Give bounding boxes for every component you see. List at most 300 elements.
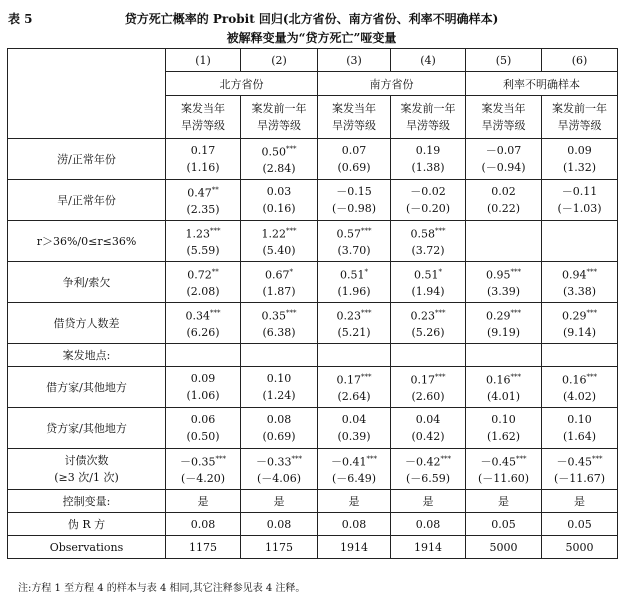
significance-stars: *** — [286, 226, 297, 235]
empty-cell — [318, 344, 391, 367]
coefficient — [320, 305, 388, 325]
coefficient-cell — [466, 180, 542, 221]
coefficient — [320, 223, 388, 243]
empty-cell — [166, 344, 241, 367]
coefficient-value: 0.51 — [414, 268, 439, 282]
z-statistic: (－11.67) — [553, 472, 606, 486]
coefficient — [168, 223, 238, 243]
dependent-variable-line: 案发前一年 — [251, 102, 307, 115]
significance-stars: *** — [361, 226, 372, 235]
column-number: (3) — [318, 49, 391, 72]
z-statistic: (1.87) — [262, 285, 296, 299]
coefficient-cell — [466, 139, 542, 180]
significance-stars: *** — [361, 372, 372, 381]
coefficient-value: 0.17 — [190, 144, 216, 157]
coefficient-value: 0.06 — [190, 413, 216, 426]
significance-stars: *** — [291, 454, 302, 463]
coefficient — [544, 264, 615, 284]
variable-label — [8, 180, 166, 221]
coefficient — [168, 305, 238, 325]
coefficient-value: 0.07 — [341, 144, 367, 157]
variable-row — [8, 408, 618, 449]
coefficient-cell — [318, 262, 391, 303]
empty-cell — [542, 344, 618, 367]
z-statistic: (1.06) — [186, 389, 220, 402]
coefficient-value: 0.51 — [340, 268, 365, 282]
coefficient-cell — [241, 367, 318, 408]
empty-cell — [466, 344, 542, 367]
coefficient-value: －0.45 — [556, 455, 592, 469]
coefficient-cell — [318, 180, 391, 221]
z-statistic: (1.24) — [262, 389, 296, 402]
place-section-row — [8, 344, 618, 367]
coefficient-cell — [466, 367, 542, 408]
observations-row-value: 1914 — [318, 536, 391, 559]
coefficient — [393, 305, 463, 325]
coefficient-cell — [318, 408, 391, 449]
pseudo-r2-row-value: 0.05 — [466, 513, 542, 536]
significance-stars: *** — [435, 308, 446, 317]
z-statistic: (－0.94) — [481, 161, 526, 174]
coefficient-cell — [542, 408, 618, 449]
controls-row-value: 是 — [391, 490, 466, 513]
regression-table — [7, 48, 618, 559]
coefficient-value: 0.10 — [266, 372, 292, 385]
variable-label — [8, 449, 166, 490]
coefficient-value: 0.67 — [265, 268, 290, 282]
coefficient — [168, 411, 238, 428]
z-statistic: (－6.49) — [331, 472, 377, 486]
z-statistic: (2.84) — [262, 162, 296, 176]
column-number: (6) — [542, 49, 618, 72]
coefficient-cell — [391, 180, 466, 221]
coefficient-cell — [466, 262, 542, 303]
z-statistic: (4.01) — [486, 390, 521, 404]
coefficient — [393, 411, 463, 428]
z-statistic: (0.69) — [262, 430, 296, 443]
z-statistic: (5.59) — [186, 244, 220, 258]
coefficient-cell — [542, 303, 618, 344]
header-row-numbers — [8, 49, 618, 72]
coefficient — [320, 369, 388, 389]
coefficient-value: 0.29 — [562, 309, 587, 323]
dependent-variable-line: 案发前一年 — [400, 102, 456, 115]
coefficient-value: 0.09 — [190, 372, 216, 385]
z-statistic: (2.35) — [186, 203, 220, 217]
coefficient-cell — [542, 367, 618, 408]
coefficient-cell — [542, 449, 618, 490]
corner-cell — [8, 49, 166, 139]
coefficient — [393, 223, 463, 243]
coefficient-value: 1.23 — [185, 227, 210, 241]
z-statistic: (1.62) — [486, 430, 521, 443]
significance-stars: *** — [435, 372, 446, 381]
z-statistic: (－0.20) — [405, 202, 451, 215]
coefficient-value: 0.50 — [261, 145, 286, 159]
variable-label — [8, 262, 166, 303]
coefficient-value: 0.72 — [187, 268, 212, 282]
significance-stars: *** — [510, 372, 521, 381]
coefficient — [243, 451, 315, 471]
coefficient-cell — [542, 262, 618, 303]
coefficient-cell — [166, 262, 241, 303]
coefficient — [544, 451, 615, 471]
significance-stars: *** — [510, 267, 521, 276]
variable-label-line: r＞36%/0≤r≤36% — [36, 234, 137, 248]
coefficient — [468, 451, 539, 471]
variable-label-line: 贷方家/其他地方 — [46, 421, 127, 435]
variable-label-line: 涝/正常年份 — [57, 152, 116, 166]
dependent-variable-line: 案发当年 — [332, 102, 376, 115]
z-statistic: (5.21) — [337, 326, 371, 340]
place-section-label: 案发地点: — [8, 344, 166, 367]
coefficient-value: 0.23 — [410, 309, 435, 323]
coefficient-value: －0.02 — [410, 185, 446, 198]
coefficient-cell — [391, 221, 466, 262]
coefficient — [243, 264, 315, 284]
z-statistic: (2.60) — [411, 390, 445, 404]
column-group: 利率不明确样本 — [466, 72, 618, 96]
column-number: (2) — [241, 49, 318, 72]
dependent-variable — [166, 96, 241, 139]
observations-row-value: 1175 — [166, 536, 241, 559]
coefficient-cell — [166, 408, 241, 449]
coefficient-value: －0.15 — [336, 185, 372, 198]
coefficient — [393, 183, 463, 200]
observations-row — [8, 536, 618, 559]
z-statistic: (0.42) — [411, 430, 445, 443]
coefficient-cell — [166, 139, 241, 180]
significance-stars: *** — [586, 308, 597, 317]
significance-stars: *** — [286, 308, 297, 317]
column-group: 南方省份 — [318, 72, 466, 96]
z-statistic: (0.22) — [486, 202, 521, 215]
observations-row-value: 1914 — [391, 536, 466, 559]
coefficient — [168, 142, 238, 159]
coefficient — [393, 264, 463, 284]
coefficient-cell — [391, 367, 466, 408]
z-statistic: (－0.98) — [331, 202, 377, 215]
coefficient-value: 0.17 — [336, 373, 361, 387]
dependent-variable — [466, 96, 542, 139]
controls-row-label: 控制变量: — [8, 490, 166, 513]
dependent-variable-line: 旱涝等级 — [406, 119, 450, 132]
pseudo-r2-row-value: 0.08 — [391, 513, 466, 536]
coefficient — [168, 182, 238, 202]
coefficient-value: 1.22 — [261, 227, 286, 241]
significance-stars: *** — [366, 454, 377, 463]
significance-stars: *** — [435, 226, 446, 235]
coefficient-value: 0.34 — [185, 309, 210, 323]
significance-stars: *** — [286, 144, 297, 153]
dependent-variable — [391, 96, 466, 139]
coefficient-cell — [318, 139, 391, 180]
coefficient-value: －0.11 — [561, 185, 598, 198]
z-statistic: (1.38) — [411, 161, 445, 174]
pseudo-r2-row-value: 0.08 — [241, 513, 318, 536]
variable-label — [8, 221, 166, 262]
coefficient-value: 0.16 — [486, 373, 511, 387]
z-statistic: (0.50) — [186, 430, 220, 443]
coefficient-cell — [542, 139, 618, 180]
coefficient-cell — [318, 449, 391, 490]
z-statistic: (3.72) — [411, 244, 445, 258]
variable-row — [8, 449, 618, 490]
title-line-1: 贷方死亡概率的 Probit 回归(北方省份、南方省份、利率不明确样本) — [124, 12, 499, 26]
table-number: 表 5 — [8, 12, 33, 26]
coefficient-cell — [391, 139, 466, 180]
significance-stars: *** — [361, 308, 372, 317]
coefficient-value: 0.09 — [567, 144, 592, 157]
pseudo-r2-row-value: 0.08 — [318, 513, 391, 536]
observations-row-value: 5000 — [542, 536, 618, 559]
coefficient — [544, 142, 615, 159]
z-statistic: (3.39) — [486, 285, 521, 299]
pseudo-r2-row-label: 伪 R 方 — [8, 513, 166, 536]
coefficient — [168, 264, 238, 284]
z-statistic: (9.19) — [486, 326, 521, 340]
z-statistic: (5.26) — [411, 326, 445, 340]
coefficient-cell — [466, 221, 542, 262]
coefficient-cell — [241, 262, 318, 303]
coefficient-value: 0.03 — [266, 185, 292, 198]
coefficient-value: 0.58 — [410, 227, 435, 241]
significance-stars: ** — [211, 185, 219, 194]
z-statistic: (4.02) — [562, 390, 597, 404]
variable-label-line: (≥3 次/1 次) — [54, 471, 119, 484]
controls-row-value: 是 — [241, 490, 318, 513]
variable-label-line: 旱/正常年份 — [57, 193, 116, 207]
coefficient-cell — [166, 449, 241, 490]
coefficient — [468, 369, 539, 389]
coefficient-value: 0.19 — [415, 144, 441, 157]
coefficient — [243, 370, 315, 387]
z-statistic: (6.38) — [262, 326, 296, 340]
significance-stars: * — [364, 267, 368, 276]
pseudo-r2-row-value: 0.08 — [166, 513, 241, 536]
coefficient-cell — [391, 449, 466, 490]
coefficient — [468, 142, 539, 159]
significance-stars: * — [289, 267, 293, 276]
coefficient-value: －0.35 — [180, 455, 216, 469]
dependent-variable-line: 案发当年 — [481, 102, 526, 115]
empty-cell — [241, 344, 318, 367]
controls-row-value: 是 — [542, 490, 618, 513]
significance-stars: *** — [586, 372, 597, 381]
observations-row-value: 5000 — [466, 536, 542, 559]
coefficient-value: 0.47 — [187, 186, 212, 200]
z-statistic: (1.32) — [562, 161, 597, 174]
significance-stars: *** — [215, 454, 226, 463]
coefficient-value: 0.94 — [562, 268, 587, 282]
significance-stars: ** — [211, 267, 219, 276]
coefficient-cell — [466, 303, 542, 344]
coefficient-cell — [241, 408, 318, 449]
variable-label-line: 争利/索欠 — [62, 275, 111, 289]
z-statistic: (－6.59) — [405, 472, 451, 486]
coefficient-value: 0.10 — [491, 413, 516, 426]
significance-stars: *** — [510, 308, 521, 317]
dependent-variable-line: 旱涝等级 — [257, 119, 301, 132]
dependent-variable-line: 旱涝等级 — [557, 119, 602, 132]
significance-stars: *** — [440, 454, 451, 463]
significance-stars: *** — [586, 267, 597, 276]
coefficient-value: 0.04 — [341, 413, 367, 426]
title-line-2: 被解释变量为“贷方死亡”哑变量 — [226, 31, 397, 45]
coefficient-cell — [241, 221, 318, 262]
coefficient-value: 0.17 — [410, 373, 435, 387]
coefficient-cell — [542, 221, 618, 262]
dependent-variable — [542, 96, 618, 139]
coefficient-cell — [241, 139, 318, 180]
coefficient-cell — [166, 367, 241, 408]
z-statistic: (1.16) — [186, 161, 220, 174]
coefficient-cell — [241, 180, 318, 221]
z-statistic: (1.64) — [562, 430, 597, 443]
controls-row — [8, 490, 618, 513]
table-title — [0, 4, 623, 44]
variable-label — [8, 139, 166, 180]
z-statistic: (－11.60) — [477, 472, 530, 486]
coefficient-cell — [318, 221, 391, 262]
coefficient — [243, 411, 315, 428]
coefficient-cell — [391, 303, 466, 344]
variable-row — [8, 139, 618, 180]
coefficient-value: 0.29 — [486, 309, 511, 323]
coefficient — [544, 183, 615, 200]
variable-label-line: 借贷方人数差 — [53, 316, 120, 330]
variable-row — [8, 303, 618, 344]
z-statistic: (0.16) — [262, 202, 296, 215]
coefficient — [320, 183, 388, 200]
coefficient-cell — [466, 408, 542, 449]
coefficient-cell — [166, 303, 241, 344]
dependent-variable-line: 旱涝等级 — [332, 119, 376, 132]
z-statistic: (6.26) — [186, 326, 220, 340]
dependent-variable-line: 案发前一年 — [552, 102, 607, 115]
coefficient-cell — [318, 303, 391, 344]
coefficient-value: 0.04 — [415, 413, 441, 426]
controls-row-value: 是 — [318, 490, 391, 513]
coefficient-value: －0.41 — [331, 455, 367, 469]
coefficient-value: 0.08 — [266, 413, 292, 426]
significance-stars: *** — [210, 308, 221, 317]
coefficient-value: －0.33 — [256, 455, 292, 469]
coefficient — [168, 451, 238, 471]
variable-label-line: 讨债次数 — [64, 454, 109, 467]
coefficient — [168, 370, 238, 387]
coefficient-value: 0.10 — [567, 413, 592, 426]
coefficient-value: 0.57 — [336, 227, 361, 241]
coefficient-value: 0.02 — [491, 185, 516, 198]
z-statistic: (3.70) — [337, 244, 371, 258]
variable-row — [8, 180, 618, 221]
significance-stars: * — [438, 267, 442, 276]
z-statistic: (1.96) — [337, 285, 371, 299]
z-statistic: (0.69) — [337, 161, 371, 174]
coefficient-cell — [542, 180, 618, 221]
observations-row-value: 1175 — [241, 536, 318, 559]
z-statistic: (1.94) — [411, 285, 445, 299]
column-number: (4) — [391, 49, 466, 72]
coefficient — [468, 264, 539, 284]
z-statistic: (2.64) — [337, 390, 371, 404]
coefficient — [468, 411, 539, 428]
table-note: 注:方程 1 至方程 4 的样本与表 4 相同,其它注释参见表 4 注释。 — [18, 583, 306, 594]
coefficient-cell — [166, 180, 241, 221]
z-statistic: (0.39) — [337, 430, 371, 443]
observations-row-label: Observations — [8, 536, 166, 559]
z-statistic: (5.40) — [262, 244, 296, 258]
variable-label — [8, 408, 166, 449]
controls-row-value: 是 — [166, 490, 241, 513]
z-statistic: (－4.06) — [256, 472, 302, 486]
dependent-variable — [318, 96, 391, 139]
coefficient-cell — [391, 408, 466, 449]
coefficient — [544, 305, 615, 325]
coefficient-value: －0.42 — [405, 455, 441, 469]
z-statistic: (－1.03) — [557, 202, 602, 215]
coefficient — [320, 451, 388, 471]
coefficient-value: 0.35 — [261, 309, 286, 323]
coefficient — [393, 451, 463, 471]
z-statistic: (9.14) — [562, 326, 597, 340]
variable-label-line: 借方家/其他地方 — [46, 380, 127, 394]
coefficient — [243, 141, 315, 161]
z-statistic: (－4.20) — [180, 472, 226, 486]
coefficient — [320, 411, 388, 428]
coefficient — [243, 183, 315, 200]
significance-stars: *** — [516, 454, 527, 463]
coefficient — [393, 369, 463, 389]
variable-label — [8, 303, 166, 344]
variable-label — [8, 367, 166, 408]
significance-stars: *** — [210, 226, 221, 235]
coefficient — [544, 411, 615, 428]
variable-row — [8, 367, 618, 408]
coefficient-cell — [466, 449, 542, 490]
coefficient — [320, 142, 388, 159]
dependent-variable — [241, 96, 318, 139]
column-number: (1) — [166, 49, 241, 72]
controls-row-value: 是 — [466, 490, 542, 513]
coefficient-value: －0.07 — [485, 144, 522, 157]
variable-row — [8, 221, 618, 262]
empty-cell — [391, 344, 466, 367]
coefficient-cell — [241, 303, 318, 344]
significance-stars: *** — [592, 454, 603, 463]
coefficient-cell — [318, 367, 391, 408]
coefficient-value: 0.23 — [336, 309, 361, 323]
variable-row — [8, 262, 618, 303]
column-number: (5) — [466, 49, 542, 72]
coefficient-value: －0.45 — [480, 455, 516, 469]
coefficient-cell — [166, 221, 241, 262]
coefficient — [243, 223, 315, 243]
coefficient — [468, 183, 539, 200]
coefficient-cell — [391, 262, 466, 303]
coefficient-value: 0.95 — [486, 268, 511, 282]
coefficient-cell — [241, 449, 318, 490]
coefficient-value: 0.16 — [562, 373, 587, 387]
dependent-variable-line: 旱涝等级 — [481, 119, 526, 132]
dependent-variable-line: 旱涝等级 — [181, 119, 225, 132]
pseudo-r2-row-value: 0.05 — [542, 513, 618, 536]
dependent-variable-line: 案发当年 — [181, 102, 225, 115]
coefficient — [320, 264, 388, 284]
z-statistic: (2.08) — [186, 285, 220, 299]
pseudo-r2-row — [8, 513, 618, 536]
